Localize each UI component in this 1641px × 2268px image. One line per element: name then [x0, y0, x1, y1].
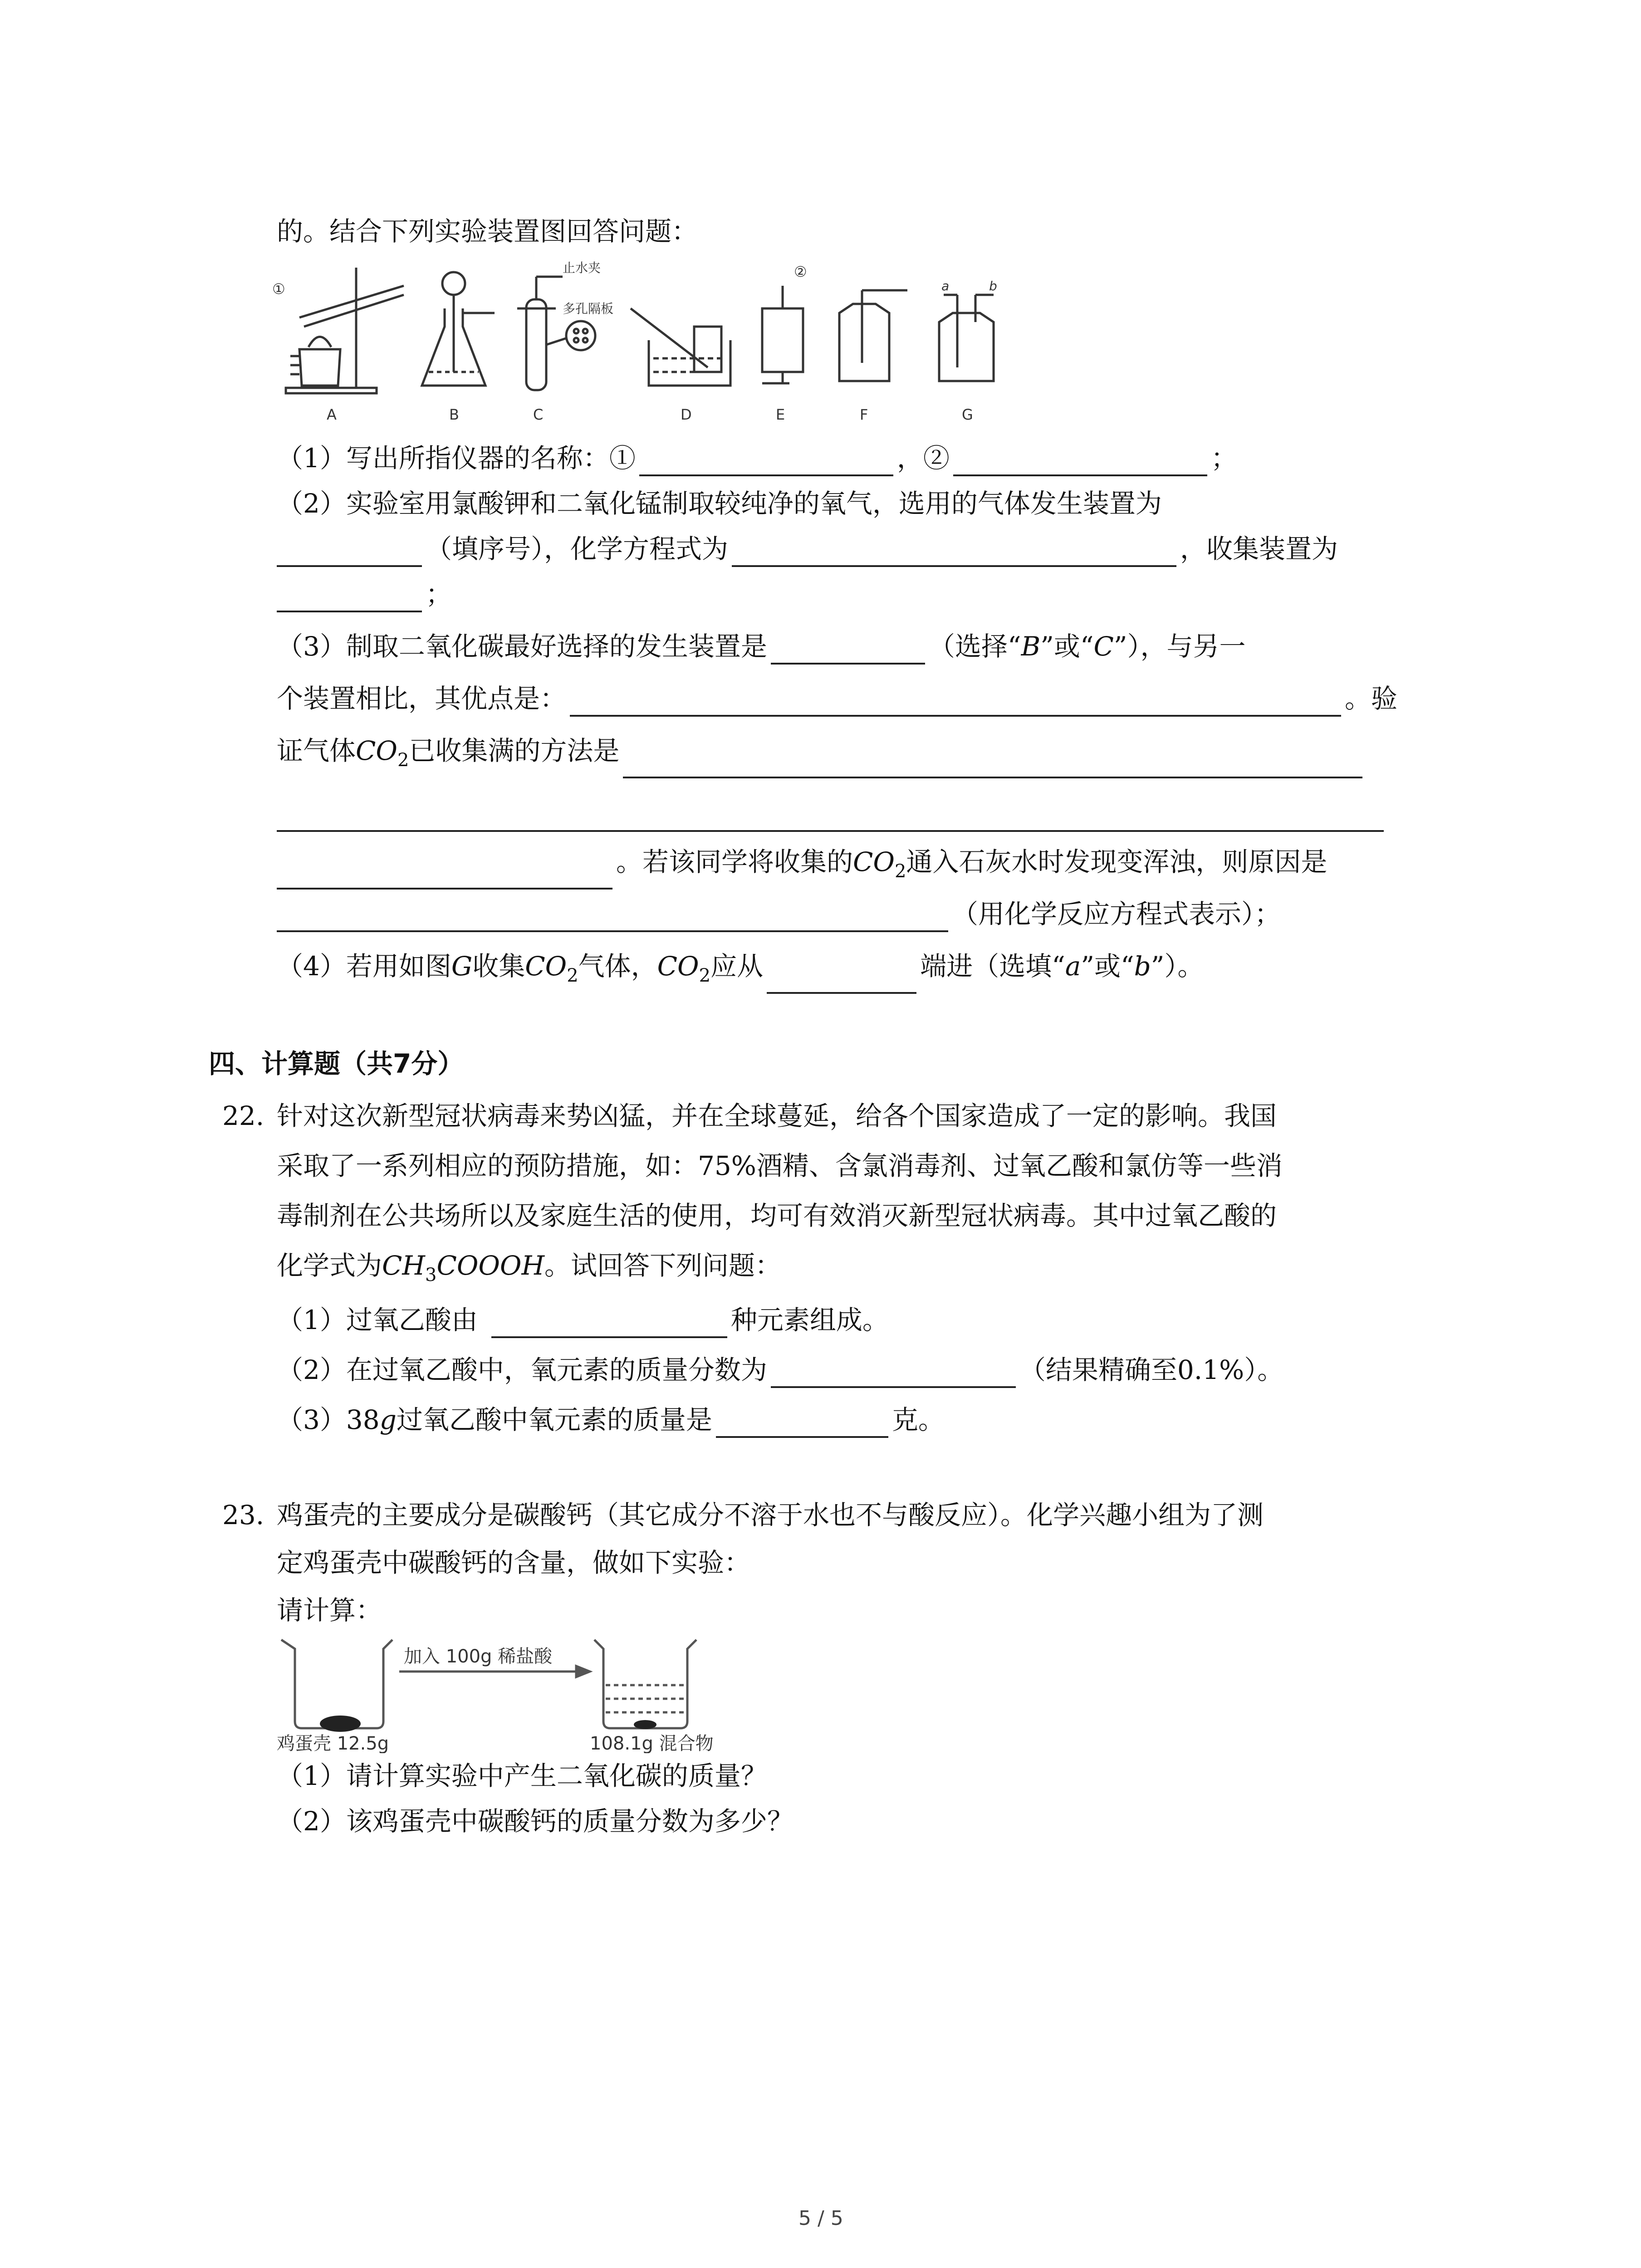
answer-blank-6[interactable]	[771, 634, 925, 665]
apparatus-figure	[272, 259, 1053, 431]
answer-blank-8[interactable]	[623, 748, 1362, 778]
q21-part3-line1: （3）制取二氧化碳最好选择的发生装置是 （选择“B”或“C”），与另一	[277, 628, 1246, 665]
marker-1: ①	[272, 280, 285, 298]
q21-part3-line5: （用化学反应方程式表示）；	[277, 896, 1281, 932]
answer-blank-15[interactable]	[716, 1407, 888, 1438]
callout-plate: 多孔隔板	[563, 301, 614, 316]
q22-line1: 针对这次新型冠状病毒来势凶猛，并在全球蔓延，给各个国家造成了一定的影响。我国	[277, 1100, 1277, 1131]
answer-blank-11[interactable]	[277, 901, 948, 932]
page-number: 5 / 5	[798, 2207, 843, 2230]
answer-blank-10[interactable]	[277, 859, 612, 890]
intro-text: 的。结合下列实验装置图回答问题：	[277, 216, 698, 247]
marker-2: ②	[794, 263, 807, 280]
label-B: B	[449, 406, 459, 423]
beaker-figure	[277, 1631, 730, 1753]
arrow-label: 加入 100g 稀盐酸	[404, 1646, 553, 1667]
q23-part2: （2）该鸡蛋壳中碳酸钙的质量分数为多少？	[277, 1806, 794, 1837]
q22-part3: （3）38g过氧乙酸中氧元素的质量是 克。	[277, 1402, 945, 1438]
q22-part2: （2）在过氧乙酸中，氧元素的质量分数为 （结果精确至0.1%）。	[277, 1352, 1283, 1388]
q23-line1: 鸡蛋壳的主要成分是碳酸钙（其它成分不溶于水也不与酸反应）。化学兴趣小组为了测	[277, 1500, 1264, 1530]
eggshell-pile	[320, 1716, 361, 1732]
q21-part1: （1）写出所指仪器的名称：① ，② ；	[277, 440, 1237, 476]
q21-part2-line2: （填序号），化学方程式为 ，收集装置为	[277, 531, 1338, 567]
label-A: A	[327, 406, 337, 423]
q23-part1: （1）请计算实验中产生二氧化碳的质量？	[277, 1760, 767, 1791]
q22-line3: 毒制剂在公共场所以及家庭生活的使用，均可有效消灭新型冠状病毒。其中过氧乙酸的	[277, 1200, 1277, 1231]
q21-part3-line4: 。若该同学将收集的$CO_2$通入石灰水时发现变浑浊，则原因是	[277, 844, 1327, 890]
q23-number: 23.	[222, 1500, 265, 1530]
q22-part1: （1）过氧乙酸由 种元素组成。	[277, 1302, 889, 1338]
label-D: D	[681, 406, 692, 423]
q23-line2: 定鸡蛋壳中碳酸钙的含量，做如下实验：	[277, 1547, 751, 1578]
section-heading: 四、计算题（共7分）	[209, 1048, 464, 1079]
residue-pile	[634, 1720, 656, 1729]
q21-part3-line2: 个装置相比，其优点是： 。验	[277, 680, 1397, 717]
answer-blank-2[interactable]	[953, 445, 1207, 476]
q21-part2-line3: ；	[277, 576, 452, 612]
q22-line4: 化学式为$CH_3COOOH$。试回答下列问题：	[277, 1250, 782, 1286]
label-G: G	[962, 406, 973, 423]
answer-blank-12[interactable]	[767, 963, 916, 994]
q22-line2: 采取了一系列相应的预防措施，如：75%酒精、含氯消毒剂、过氧乙酸和氯仿等一些消	[277, 1150, 1283, 1181]
answer-blank-14[interactable]	[771, 1357, 1016, 1388]
right-beaker-label: 108.1g 混合物	[590, 1733, 714, 1753]
answer-blank-9[interactable]	[277, 830, 1384, 832]
label-F: F	[860, 406, 868, 423]
label-E: E	[776, 406, 785, 423]
answer-blank-5[interactable]	[277, 582, 422, 612]
answer-blank-4[interactable]	[732, 536, 1176, 567]
label-C: C	[533, 406, 544, 423]
answer-blank-1[interactable]	[639, 445, 893, 476]
answer-blank-7[interactable]	[570, 686, 1341, 717]
label-g-a: a	[941, 279, 950, 293]
left-beaker-label: 鸡蛋壳 12.5g	[277, 1733, 389, 1753]
q23-line3: 请计算：	[277, 1595, 382, 1626]
q21-part2-line1: （2）实验室用氯酸钾和二氧化锰制取较纯净的氧气，选用的气体发生装置为	[277, 488, 1162, 519]
callout-clip: 止水夹	[563, 260, 601, 275]
answer-blank-13[interactable]	[491, 1307, 727, 1338]
answer-blank-3[interactable]	[277, 536, 422, 567]
label-g-b: b	[989, 279, 997, 293]
q21-part4: （4）若用如图G收集$CO_2$气体，$CO_2$应从 端进（选填“a”或“b”）。	[277, 948, 1204, 994]
q21-part3-line3: 证气体$CO_2$已收集满的方法是	[277, 733, 1366, 778]
q22-number: 22.	[222, 1100, 265, 1131]
